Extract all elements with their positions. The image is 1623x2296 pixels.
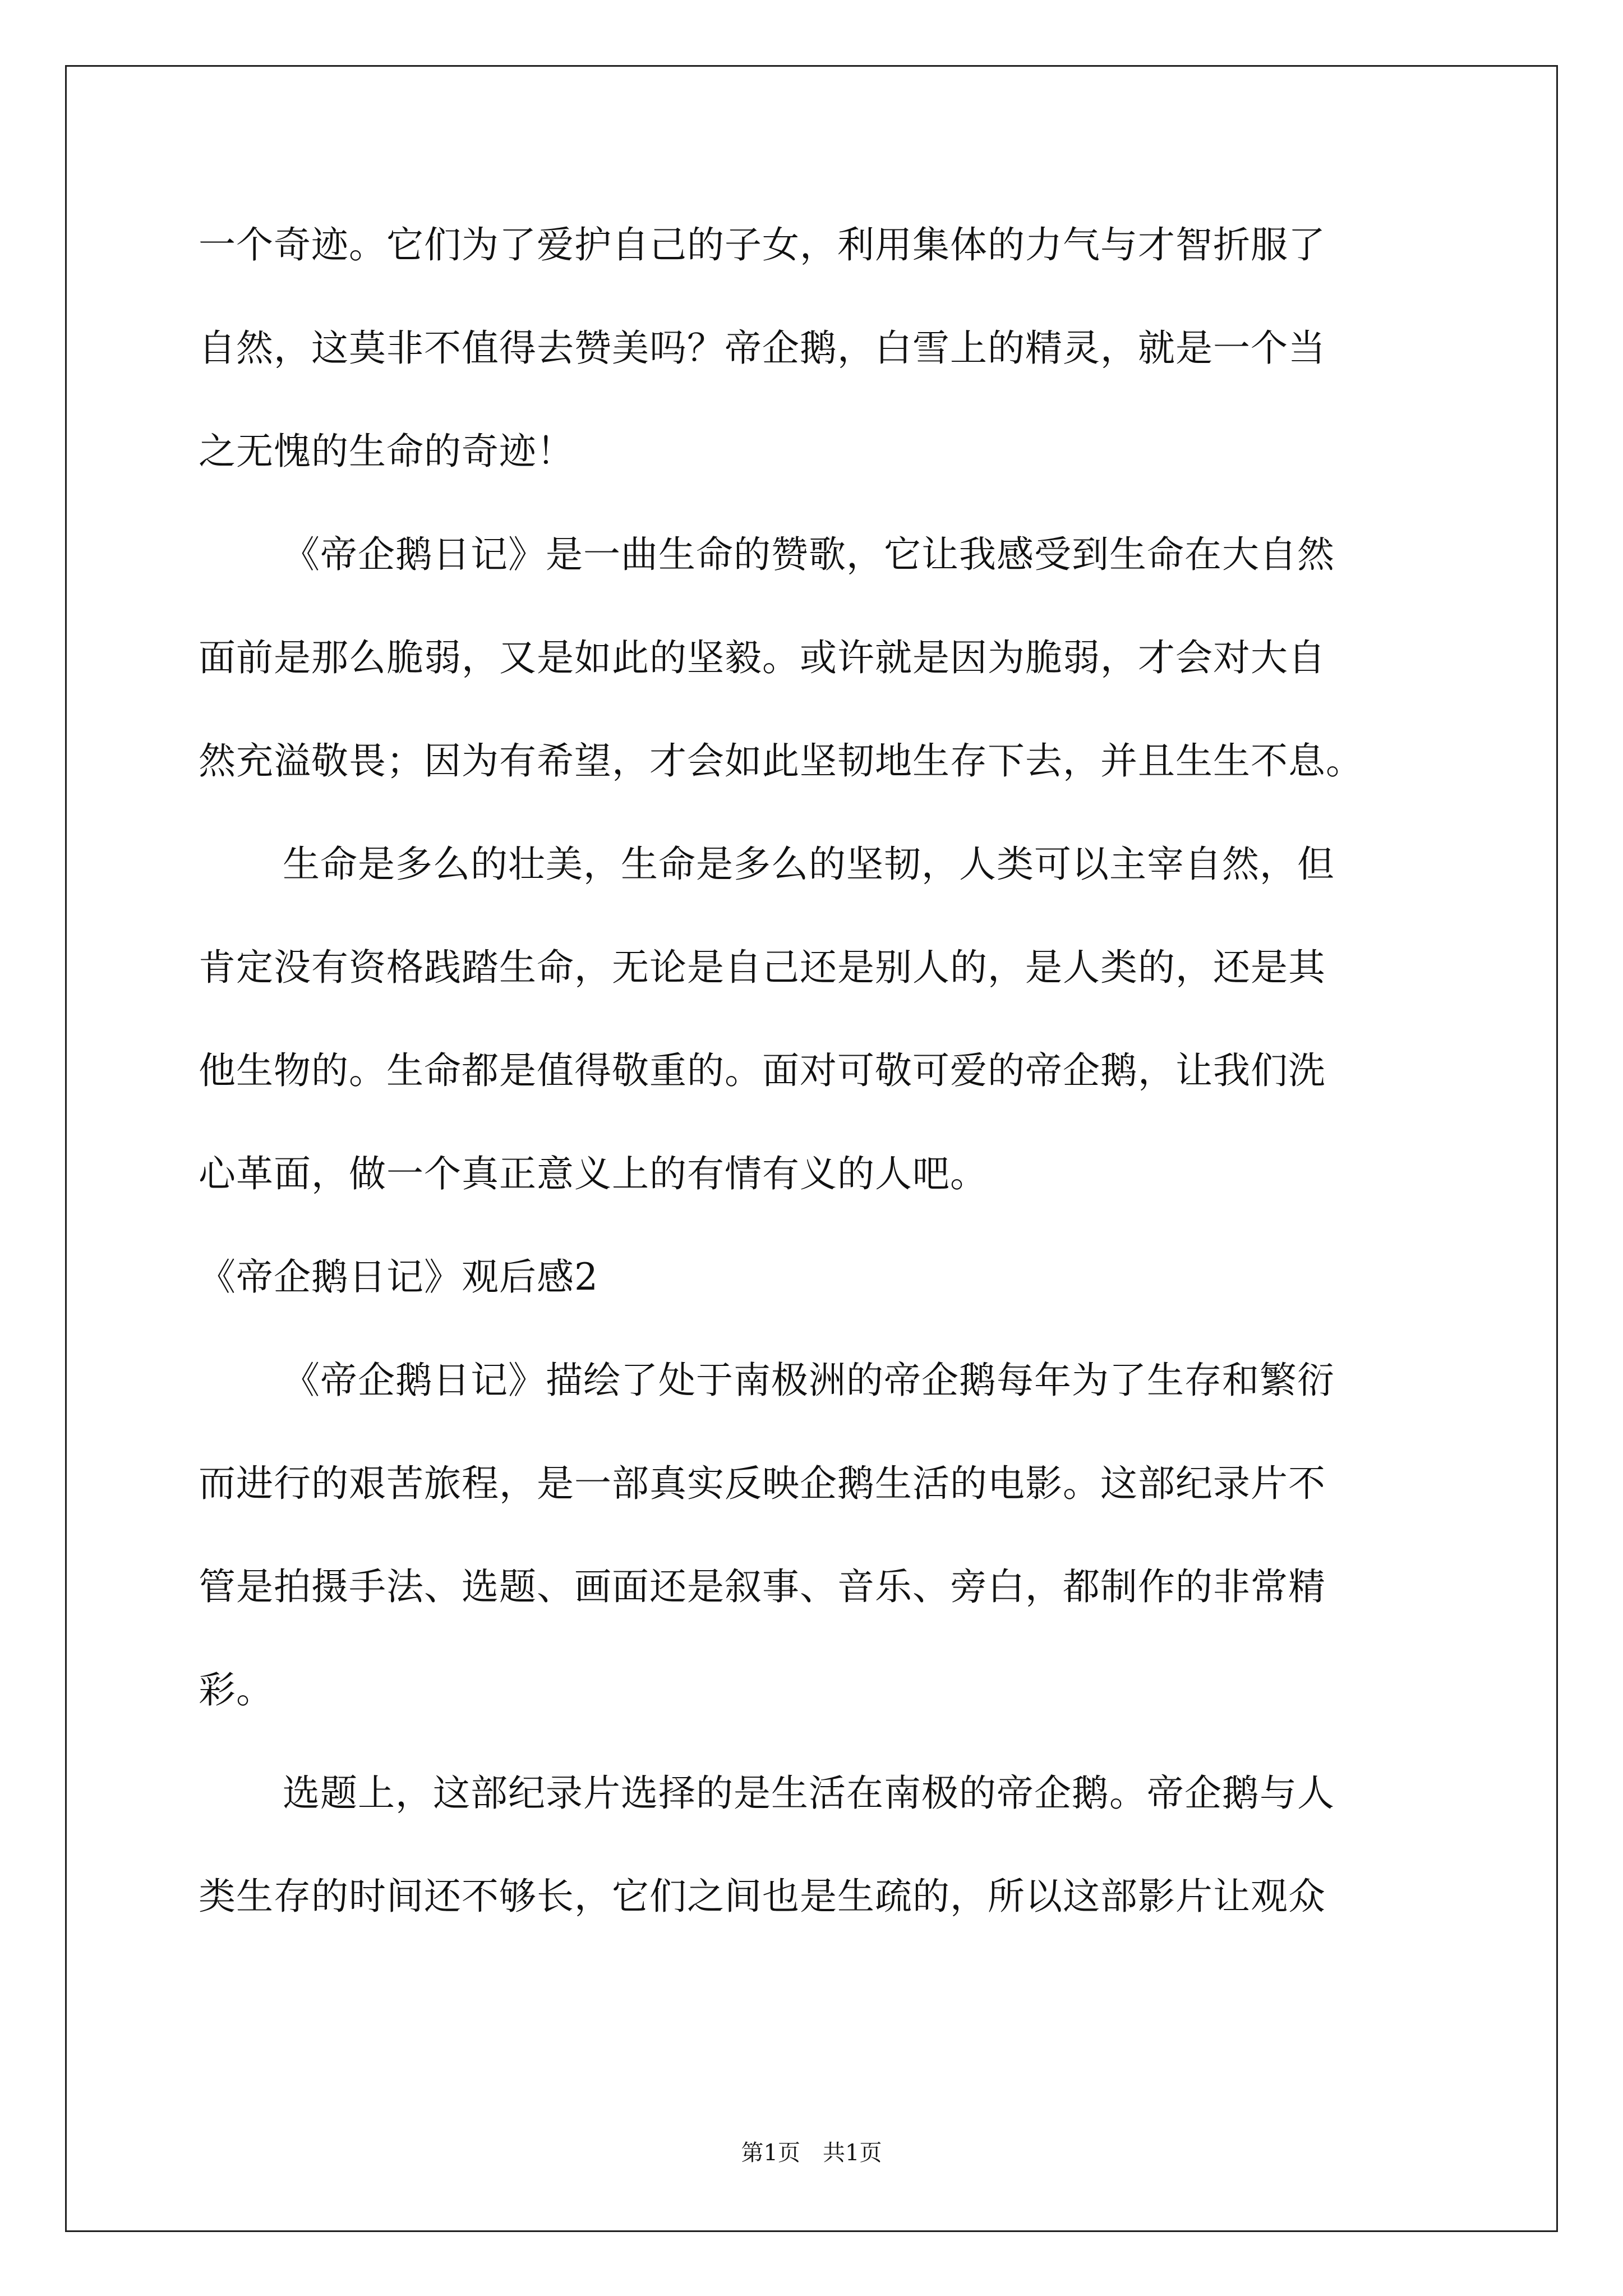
text-line: 一个奇迹。它们为了爱护自己的子女，利用集体的力气与才智折服了 (199, 223, 1326, 266)
text-line: 之无愧的生命的奇迹！ (199, 430, 574, 473)
section-heading: 《帝企鹅日记》观后感2 (199, 1255, 598, 1299)
text-line: 类生存的时间还不够长，它们之间也是生疏的，所以这部影片让观众 (199, 1875, 1326, 1918)
document-body (199, 220, 1432, 1975)
paragraph-first-line: 选题上，这部纪录片选择的是生活在南极的帝企鹅。帝企鹅与人 (283, 1772, 1335, 1815)
text-line: 心革面，做一个真正意义上的有情有义的人吧。 (199, 1152, 988, 1195)
paragraph-first-line: 《帝企鹅日记》是一曲生命的赞歌，它让我感受到生命在大自然 (283, 533, 1335, 576)
text-line: 面前是那么脆弱，又是如此的坚毅。或许就是因为脆弱，才会对大自 (199, 636, 1326, 679)
text-line: 他生物的。生命都是值得敬重的。面对可敬可爱的帝企鹅，让我们洗 (199, 1049, 1326, 1092)
page-number-footer: 第1页 共1页 (741, 2140, 882, 2166)
text-line: 管是拍摄手法、选题、画面还是叙事、音乐、旁白，都制作的非常精 (199, 1565, 1326, 1608)
text-line: 肯定没有资格践踏生命，无论是自己还是别人的，是人类的，还是其 (199, 946, 1326, 989)
text-line: 自然，这莫非不值得去赞美吗？帝企鹅，白雪上的精灵，就是一个当 (199, 326, 1326, 370)
text-line: 然充溢敬畏；因为有希望，才会如此坚韧地生存下去，并且生生不息。 (199, 739, 1363, 783)
paragraph-first-line: 《帝企鹅日记》描绘了处于南极洲的帝企鹅每年为了生存和繁衍 (283, 1359, 1335, 1402)
paragraph-first-line: 生命是多么的壮美，生命是多么的坚韧，人类可以主宰自然，但 (283, 843, 1335, 886)
text-line: 彩。 (199, 1668, 274, 1711)
text-line: 而进行的艰苦旅程，是一部真实反映企鹅生活的电影。这部纪录片不 (199, 1462, 1326, 1505)
